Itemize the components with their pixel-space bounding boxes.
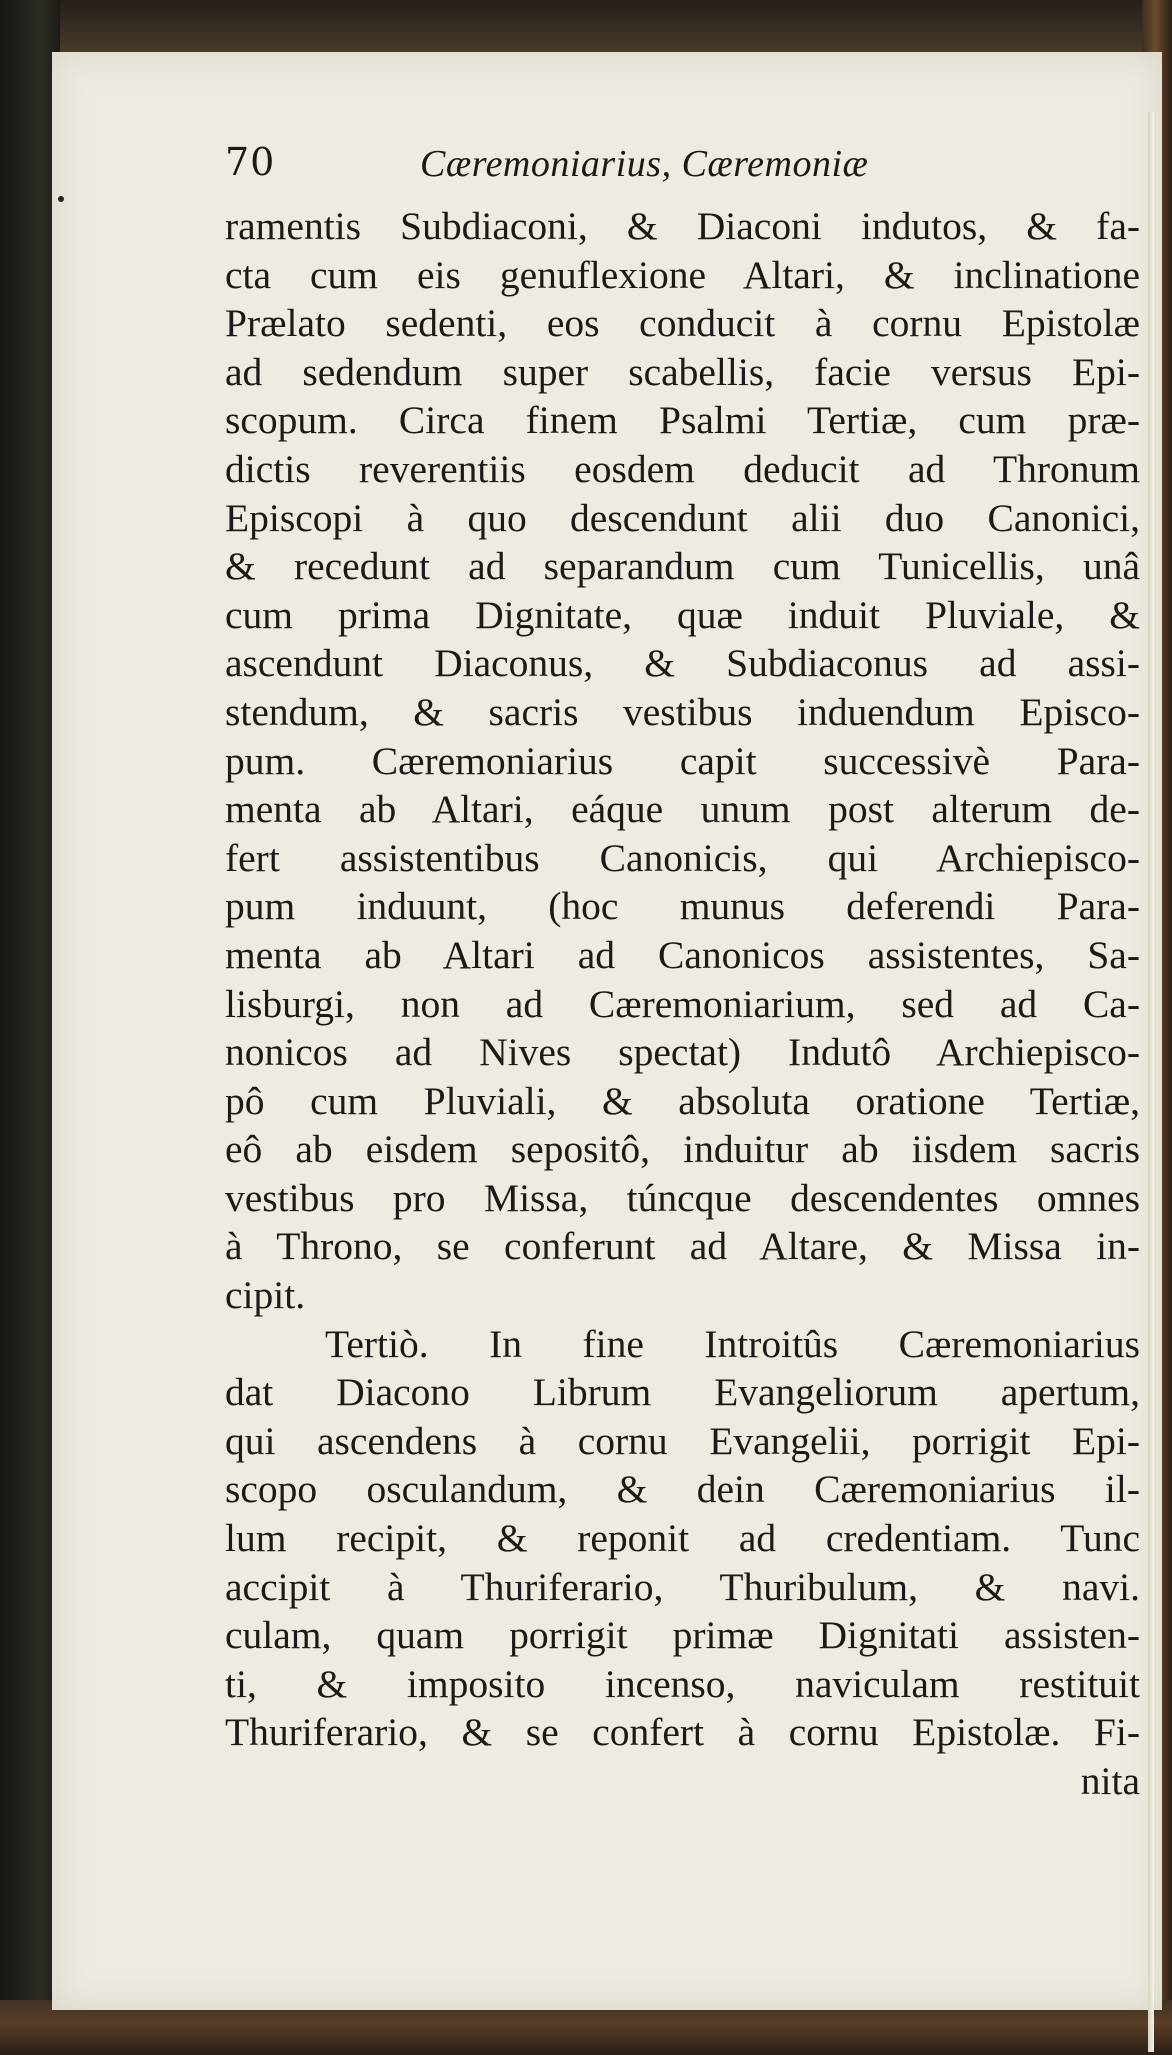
text-line: ad sedendum super scabellis, facie versus Epi-: [225, 349, 1140, 394]
catchword: nita: [1080, 1759, 1140, 1803]
text-line: lum recipit, & reponit ad credentiam. Tunc: [225, 1516, 1140, 1561]
text-line: pum. Cæremoniarius capit successivè Para-: [225, 738, 1140, 783]
text-line: eô ab eisdem sepositô, induitur ab iisdem sacris: [225, 1127, 1140, 1172]
text-line: Episcopi à quo descendunt alii duo Canonici,: [225, 495, 1140, 540]
text-line: cipit.: [225, 1273, 306, 1318]
text-line: ramentis Subdiaconi, & Diaconi indutos, & fa-: [225, 204, 1140, 248]
text-line: ascendunt Diaconus, & Subdiaconus ad assi-: [225, 641, 1140, 686]
page-number: 70: [225, 140, 276, 184]
text-line: cta cum eis genuflexione Altari, & inclinatione: [225, 252, 1140, 297]
text-line: à Throno, se conferunt ad Altare, & Missa in-: [225, 1224, 1140, 1269]
text-line: lisburgi, non ad Cæremoniarium, sed ad Ca-: [225, 981, 1140, 1026]
running-head-title: Cæremoniarius, Cæremoniæ: [420, 143, 869, 185]
text-line: stendum, & sacris vestibus induendum Episco-: [225, 689, 1140, 734]
text-line: Prælato sedenti, eos conducit à cornu Epistolæ: [225, 301, 1140, 346]
text-line: dat Diacono Librum Evangeliorum apertum,: [225, 1370, 1140, 1415]
body-text: [225, 202, 1140, 1806]
text-line: menta ab Altari ad Canonicos assistentes, Sa-: [225, 932, 1140, 977]
text-line: accipit à Thuriferario, Thuribulum, & navi.: [225, 1564, 1140, 1609]
text-line: Thuriferario, & se confert à cornu Epistolæ. Fi-: [225, 1710, 1140, 1755]
running-head: [225, 140, 1145, 188]
margin-ink-mark: [58, 196, 64, 202]
text-line: fert assistentibus Canonicis, qui Archiepisco-: [225, 835, 1140, 880]
text-line: & recedunt ad separandum cum Tunicellis, unâ: [225, 544, 1140, 589]
text-line: scopo osculandum, & dein Cæremoniarius il-: [225, 1467, 1140, 1512]
text-line: cum prima Dignitate, quæ induit Pluviale, &: [225, 592, 1140, 637]
text-line: dictis reverentiis eosdem deducit ad Thronum: [225, 446, 1140, 491]
page-edge: [1148, 112, 1154, 2052]
paragraph-start-line: Tertiò. In fine Introitûs Cæremoniarius: [325, 1321, 1140, 1366]
text-line: ti, & imposito incenso, naviculam restituit: [225, 1661, 1140, 1706]
text-line: nonicos ad Nives spectat) Indutô Archiepisco-: [225, 1030, 1140, 1075]
text-line: culam, quam porrigit primæ Dignitati assisten-: [225, 1613, 1140, 1658]
text-line: menta ab Altari, eáque unum post alterum de-: [225, 787, 1140, 832]
text-line: pô cum Pluviali, & absoluta oratione Tertiæ,: [225, 1078, 1140, 1123]
text-line: qui ascendens à cornu Evangelii, porrigit Epi-: [225, 1418, 1140, 1463]
text-line: scopum. Circa finem Psalmi Tertiæ, cum præ-: [225, 398, 1140, 443]
book-top-edge: [60, 0, 1172, 58]
text-line: pum induunt, (hoc munus deferendi Para-: [225, 884, 1140, 929]
text-line: vestibus pro Missa, túncque descendentes omnes: [225, 1175, 1140, 1220]
